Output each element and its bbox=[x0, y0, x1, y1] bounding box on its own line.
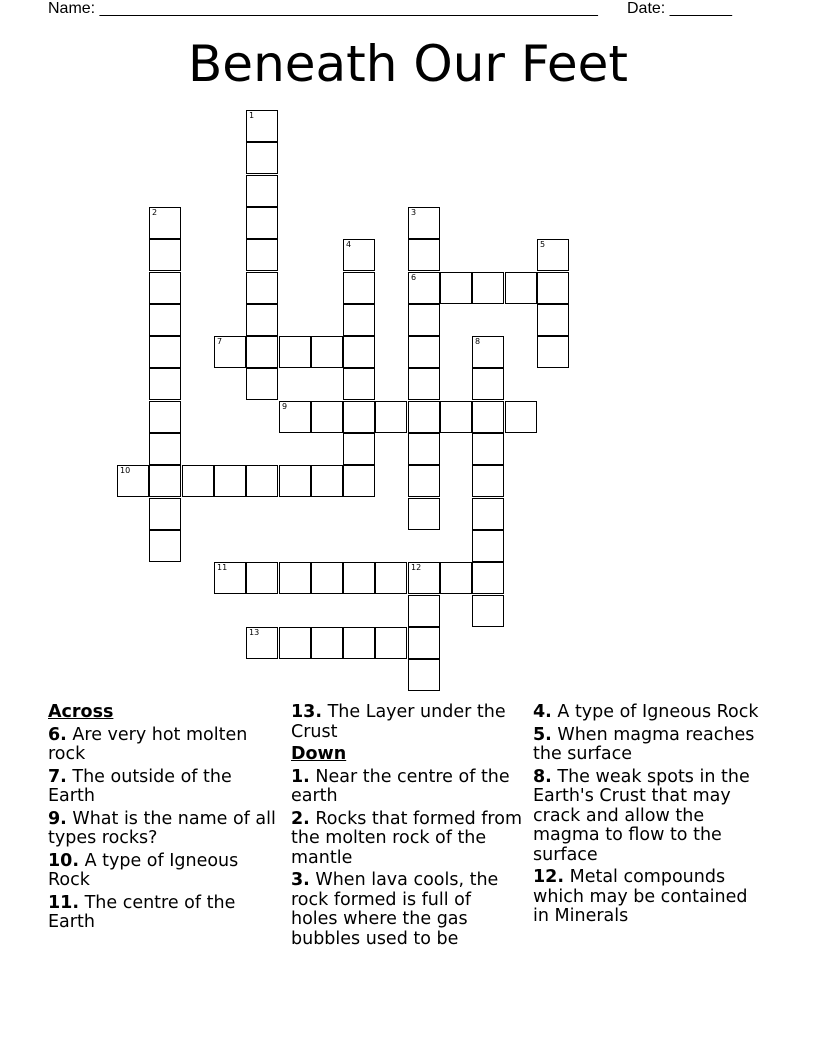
clue-across-10: 10. A type of Igneous Rock bbox=[48, 850, 239, 890]
cell-number: 13 bbox=[249, 628, 260, 637]
clue-across-13: 13. The Layer under the Crust bbox=[291, 702, 506, 742]
grid-cell[interactable] bbox=[343, 239, 375, 271]
grid-cell[interactable] bbox=[375, 562, 407, 594]
clues-column-1 bbox=[48, 703, 280, 936]
cell-number: 6 bbox=[411, 273, 417, 282]
cell-number: 1 bbox=[249, 111, 255, 120]
grid-cell[interactable] bbox=[472, 433, 504, 465]
grid-cell[interactable] bbox=[537, 239, 569, 271]
cell-number: 5 bbox=[540, 240, 546, 249]
clue-across-6: 6. Are very hot molten rock bbox=[48, 724, 248, 764]
clue-down-3: 3. When lava cools, the rock formed is full of holes where the gas bubbles used to be bbox=[291, 870, 499, 949]
clue-across-11: 11. The centre of the Earth bbox=[48, 892, 236, 932]
grid-cell[interactable] bbox=[408, 627, 440, 659]
grid-cell[interactable] bbox=[279, 401, 311, 433]
grid-cell[interactable] bbox=[537, 272, 569, 304]
grid-cell[interactable] bbox=[343, 465, 375, 497]
grid-cell[interactable] bbox=[214, 465, 246, 497]
down-heading: Down bbox=[291, 744, 347, 764]
grid-cell[interactable] bbox=[246, 272, 278, 304]
grid-cell[interactable] bbox=[408, 272, 440, 304]
grid-cell[interactable] bbox=[117, 465, 149, 497]
grid-cell[interactable] bbox=[408, 465, 440, 497]
clue-down-5: 5. When magma reaches the surface bbox=[533, 724, 755, 764]
grid-cell[interactable] bbox=[246, 465, 278, 497]
grid-cell[interactable] bbox=[246, 368, 278, 400]
grid-cell[interactable] bbox=[246, 336, 278, 368]
grid-cell[interactable] bbox=[472, 401, 504, 433]
grid-cell[interactable] bbox=[472, 498, 504, 530]
clue-down-1: 1. Near the centre of the earth bbox=[291, 766, 510, 806]
clue-across-9: 9. What is the name of all types rocks? bbox=[48, 808, 276, 848]
grid-cell[interactable] bbox=[408, 562, 440, 594]
grid-cell[interactable] bbox=[343, 368, 375, 400]
grid-cell[interactable] bbox=[279, 336, 311, 368]
grid-cell[interactable] bbox=[149, 272, 181, 304]
grid-cell[interactable] bbox=[246, 110, 278, 142]
grid-cell[interactable] bbox=[246, 207, 278, 239]
grid-cell[interactable] bbox=[182, 465, 214, 497]
grid-cell[interactable] bbox=[472, 530, 504, 562]
clue-down-12: 12. Metal compounds which may be contained in Minerals bbox=[533, 867, 748, 926]
date-field-label: Date: _______ bbox=[627, 0, 732, 17]
grid-cell[interactable] bbox=[149, 465, 181, 497]
grid-cell[interactable] bbox=[149, 207, 181, 239]
cell-number: 4 bbox=[346, 240, 352, 249]
grid-cell[interactable] bbox=[472, 336, 504, 368]
grid-cell[interactable] bbox=[408, 595, 440, 627]
grid-cell[interactable] bbox=[375, 401, 407, 433]
grid-cell[interactable] bbox=[149, 239, 181, 271]
grid-cell[interactable] bbox=[440, 562, 472, 594]
grid-cell[interactable] bbox=[149, 336, 181, 368]
grid-cell[interactable] bbox=[343, 562, 375, 594]
grid-cell[interactable] bbox=[375, 627, 407, 659]
grid-cell[interactable] bbox=[537, 304, 569, 336]
grid-cell[interactable] bbox=[408, 336, 440, 368]
grid-cell[interactable] bbox=[343, 401, 375, 433]
grid-cell[interactable] bbox=[440, 401, 472, 433]
grid-cell[interactable] bbox=[472, 562, 504, 594]
grid-cell[interactable] bbox=[311, 336, 343, 368]
cell-number: 11 bbox=[217, 563, 228, 572]
clue-across-7: 7. The outside of the Earth bbox=[48, 766, 232, 806]
grid-cell[interactable] bbox=[408, 401, 440, 433]
grid-cell[interactable] bbox=[279, 465, 311, 497]
grid-cell[interactable] bbox=[246, 627, 278, 659]
grid-cell[interactable] bbox=[311, 465, 343, 497]
grid-cell[interactable] bbox=[149, 433, 181, 465]
grid-cell[interactable] bbox=[149, 401, 181, 433]
grid-cell[interactable] bbox=[472, 368, 504, 400]
grid-cell[interactable] bbox=[246, 175, 278, 207]
grid-cell[interactable] bbox=[246, 562, 278, 594]
grid-cell[interactable] bbox=[408, 433, 440, 465]
cell-number: 8 bbox=[475, 337, 481, 346]
grid-cell[interactable] bbox=[246, 239, 278, 271]
grid-cell[interactable] bbox=[440, 272, 472, 304]
grid-cell[interactable] bbox=[343, 272, 375, 304]
clue-down-2: 2. Rocks that formed from the molten rock of the mantle bbox=[291, 808, 522, 868]
grid-cell[interactable] bbox=[311, 401, 343, 433]
grid-cell[interactable] bbox=[214, 562, 246, 594]
grid-cell[interactable] bbox=[408, 207, 440, 239]
cell-number: 3 bbox=[411, 208, 417, 217]
cell-number: 2 bbox=[152, 208, 158, 217]
grid-cell[interactable] bbox=[246, 304, 278, 336]
grid-cell[interactable] bbox=[149, 368, 181, 400]
grid-cell[interactable] bbox=[343, 336, 375, 368]
grid-cell[interactable] bbox=[408, 368, 440, 400]
grid-cell[interactable] bbox=[149, 530, 181, 562]
cell-number: 9 bbox=[282, 402, 288, 411]
clues-column-3 bbox=[533, 703, 765, 930]
cell-number: 7 bbox=[217, 337, 223, 346]
grid-cell[interactable] bbox=[214, 336, 246, 368]
grid-cell[interactable] bbox=[149, 304, 181, 336]
grid-cell[interactable] bbox=[311, 562, 343, 594]
clue-down-8: 8. The weak spots in the Earth's Crust that may crack and allow the magma to flow to the surface bbox=[533, 766, 750, 865]
grid-cell[interactable] bbox=[472, 272, 504, 304]
grid-cell[interactable] bbox=[246, 142, 278, 174]
grid-cell[interactable] bbox=[472, 595, 504, 627]
page-title: Beneath Our Feet bbox=[188, 35, 628, 93]
grid-cell[interactable] bbox=[408, 304, 440, 336]
clue-down-4: 4. A type of Igneous Rock bbox=[533, 702, 759, 722]
grid-cell[interactable] bbox=[408, 659, 440, 691]
grid-cell[interactable] bbox=[408, 498, 440, 530]
grid-cell[interactable] bbox=[279, 562, 311, 594]
clues-column-2 bbox=[291, 703, 523, 952]
grid-cell[interactable] bbox=[472, 465, 504, 497]
cell-number: 10 bbox=[120, 466, 131, 475]
grid-cell[interactable] bbox=[343, 433, 375, 465]
grid-cell[interactable] bbox=[505, 272, 537, 304]
grid-cell[interactable] bbox=[279, 627, 311, 659]
grid-cell[interactable] bbox=[343, 627, 375, 659]
grid-cell[interactable] bbox=[505, 401, 537, 433]
name-field-label: Name: ________________________________________________________ bbox=[48, 0, 598, 17]
grid-cell[interactable] bbox=[149, 498, 181, 530]
cell-number: 12 bbox=[411, 563, 422, 572]
grid-cell[interactable] bbox=[343, 304, 375, 336]
grid-cell[interactable] bbox=[408, 239, 440, 271]
grid-cell[interactable] bbox=[537, 336, 569, 368]
grid-cell[interactable] bbox=[311, 627, 343, 659]
across-heading: Across bbox=[48, 702, 114, 722]
